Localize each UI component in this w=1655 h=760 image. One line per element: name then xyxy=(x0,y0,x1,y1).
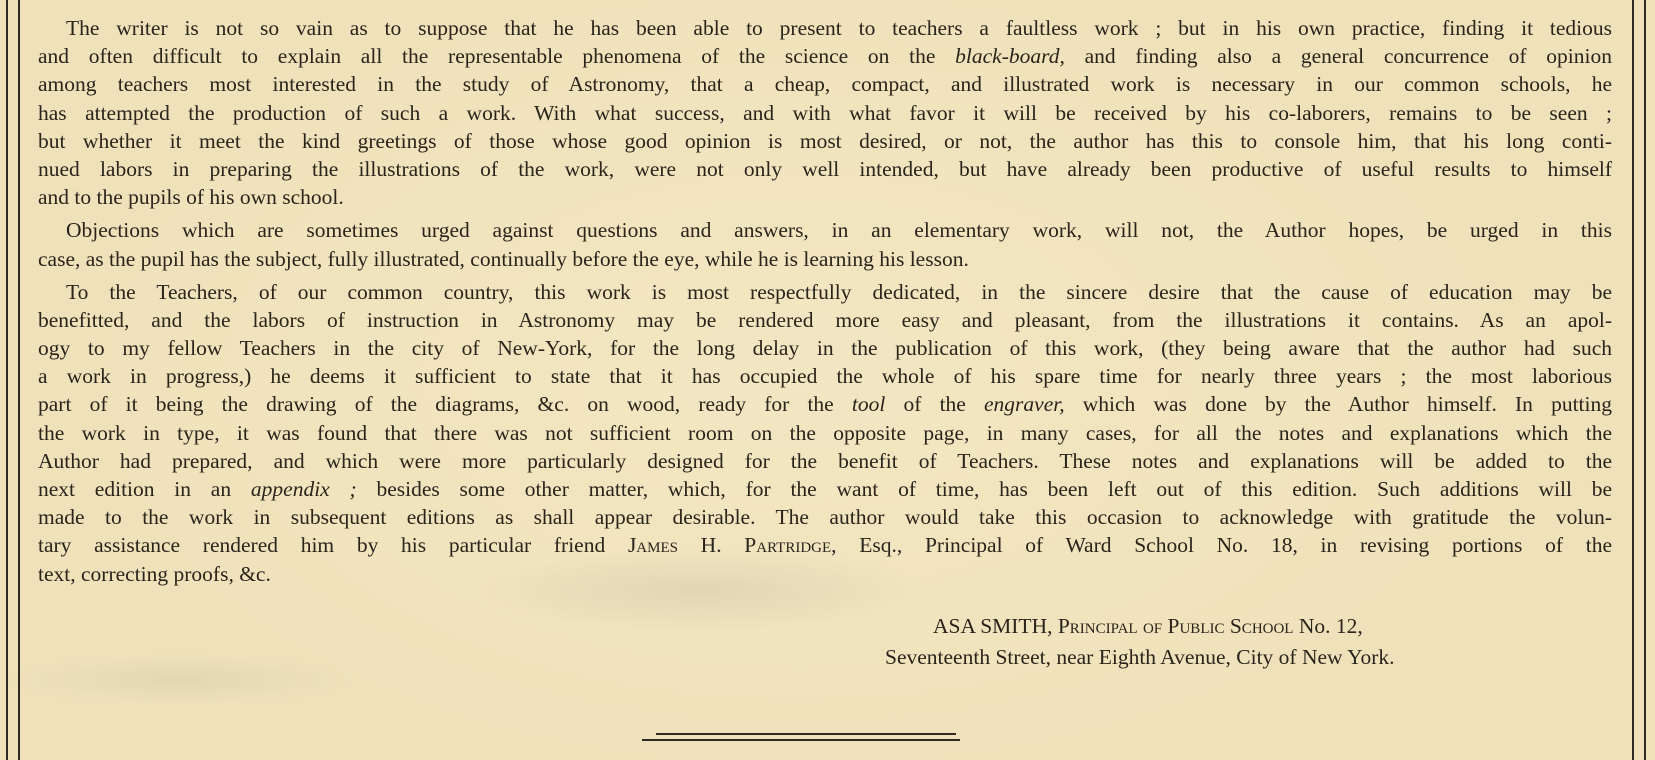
text-run: of the xyxy=(885,392,984,417)
text-line xyxy=(38,99,1612,127)
text-run: case, as the pupil has the subject, fully illustrated, continually before the eye, while he is learning his lesson. xyxy=(38,246,969,271)
text-run: nued labors in preparing the illustrations of the work, were not only well intended, but have already been productive of useful results to himself xyxy=(38,156,1612,181)
text-run: To the Teachers, of our common country, this work is most respectfully dedicated, in the sincere desire that the cause of education may be xyxy=(66,279,1612,304)
text-line xyxy=(38,245,1612,273)
preface-text xyxy=(38,14,1612,588)
italic-text-run: appendix ; xyxy=(250,477,357,501)
text-run: The writer is not so vain as to suppose that he has been able to present to teachers a faultless work ; but in his own practice, finding it tedious xyxy=(66,16,1612,40)
text-line xyxy=(38,419,1612,447)
text-run: next edition in an xyxy=(38,477,251,501)
paragraph xyxy=(38,216,1612,272)
closing-rule-upper xyxy=(656,733,956,735)
text-run: Author had prepared, and which were more particularly designed for the benefit of Teachers. These notes and explanations will be added to the xyxy=(38,448,1612,473)
right-border-outer-rule xyxy=(1644,0,1646,760)
text-line xyxy=(38,531,1612,559)
text-line xyxy=(38,216,1612,244)
text-run: a work in progress,) he deems it sufficient to state that it has occupied the whole of his spare time for nearly three years ; the most laborious xyxy=(38,364,1612,389)
text-line xyxy=(38,278,1612,306)
text-line xyxy=(38,362,1612,390)
text-run: and to the pupils of his own school. xyxy=(38,185,344,210)
closing-rule-lower xyxy=(642,739,960,741)
author-title: Principal of Public School xyxy=(1057,614,1294,638)
text-line xyxy=(38,155,1612,183)
text-run: Esq., Principal of Ward School No. 18, in revising portions of the xyxy=(836,533,1612,558)
text-run: made to the work in subsequent editions as shall appear desirable. The author would take this occasion to acknowledge with gratitude the volun- xyxy=(38,505,1612,530)
author-name: ASA SMITH, xyxy=(933,614,1053,638)
text-line xyxy=(38,475,1612,503)
text-run: which was done by the Author himself. In putting xyxy=(1064,392,1612,417)
text-run: tary assistance rendered him by his particular friend xyxy=(38,533,628,558)
text-line xyxy=(38,390,1612,418)
text-line xyxy=(38,560,1612,588)
signature-name-line xyxy=(933,612,1653,640)
italic-text-run: tool xyxy=(851,392,886,417)
text-run: among teachers most interested in the study of Astronomy, that a cheap, compact, and illustrated work is necessary in our common schools, he xyxy=(38,72,1612,97)
text-run: the work in type, it was found that there was not sufficient room on the opposite page, in many cases, for all the notes and explanations which the xyxy=(38,420,1612,445)
text-line xyxy=(38,306,1612,334)
text-run: Objections which are sometimes urged against questions and answers, in an elementary work, will not, the Author hopes, be urged in this xyxy=(66,218,1612,243)
italic-text-run: black-board, xyxy=(955,44,1065,69)
text-run: ogy to my fellow Teachers in the city of New-York, for the long delay in the publication of this work, (they being aware that the author had such xyxy=(38,336,1612,361)
text-line xyxy=(38,447,1612,475)
signature-address-line: Seventeenth Street, near Eighth Avenue, City of New York. xyxy=(885,645,1395,669)
paragraph xyxy=(38,278,1612,588)
text-line xyxy=(38,503,1612,531)
text-line xyxy=(38,334,1612,362)
text-run: part of it being the drawing of the diagrams, &c. on wood, ready for the xyxy=(38,392,852,417)
text-line xyxy=(38,127,1612,155)
text-line xyxy=(38,42,1612,70)
left-border-inner-rule xyxy=(18,0,20,760)
left-border-outer-rule xyxy=(6,0,8,760)
school-number: No. 12, xyxy=(1298,614,1363,638)
text-run: text, correcting proofs, &c. xyxy=(38,561,271,586)
text-line xyxy=(38,14,1612,42)
right-border-inner-rule xyxy=(1632,0,1634,760)
text-run: and finding also a general concurrence of opinion xyxy=(1064,44,1612,69)
italic-text-run: engraver, xyxy=(984,392,1065,417)
text-run: and often difficult to explain all the representable phenomena of the science on the xyxy=(38,44,956,69)
paragraph xyxy=(38,14,1612,211)
text-line xyxy=(38,70,1612,98)
text-run: has attempted the production of such a work. With what success, and with what favor it will be received by his co-laborers, remains to be seen ; xyxy=(38,100,1612,125)
text-line xyxy=(38,183,1612,211)
text-run: besides some other matter, which, for the want of time, has been left out of this edition. Such additions will be xyxy=(356,477,1613,501)
text-run: but whether it meet the kind greetings of those whose good opinion is most desired, or not, the author has this to console him, that his long conti- xyxy=(38,128,1612,153)
small-caps-text-run: James H. Partridge, xyxy=(627,533,837,558)
text-run: benefitted, and the labors of instruction in Astronomy may be rendered more easy and pleasant, from the illustrations it contains. As an apol- xyxy=(38,307,1612,332)
